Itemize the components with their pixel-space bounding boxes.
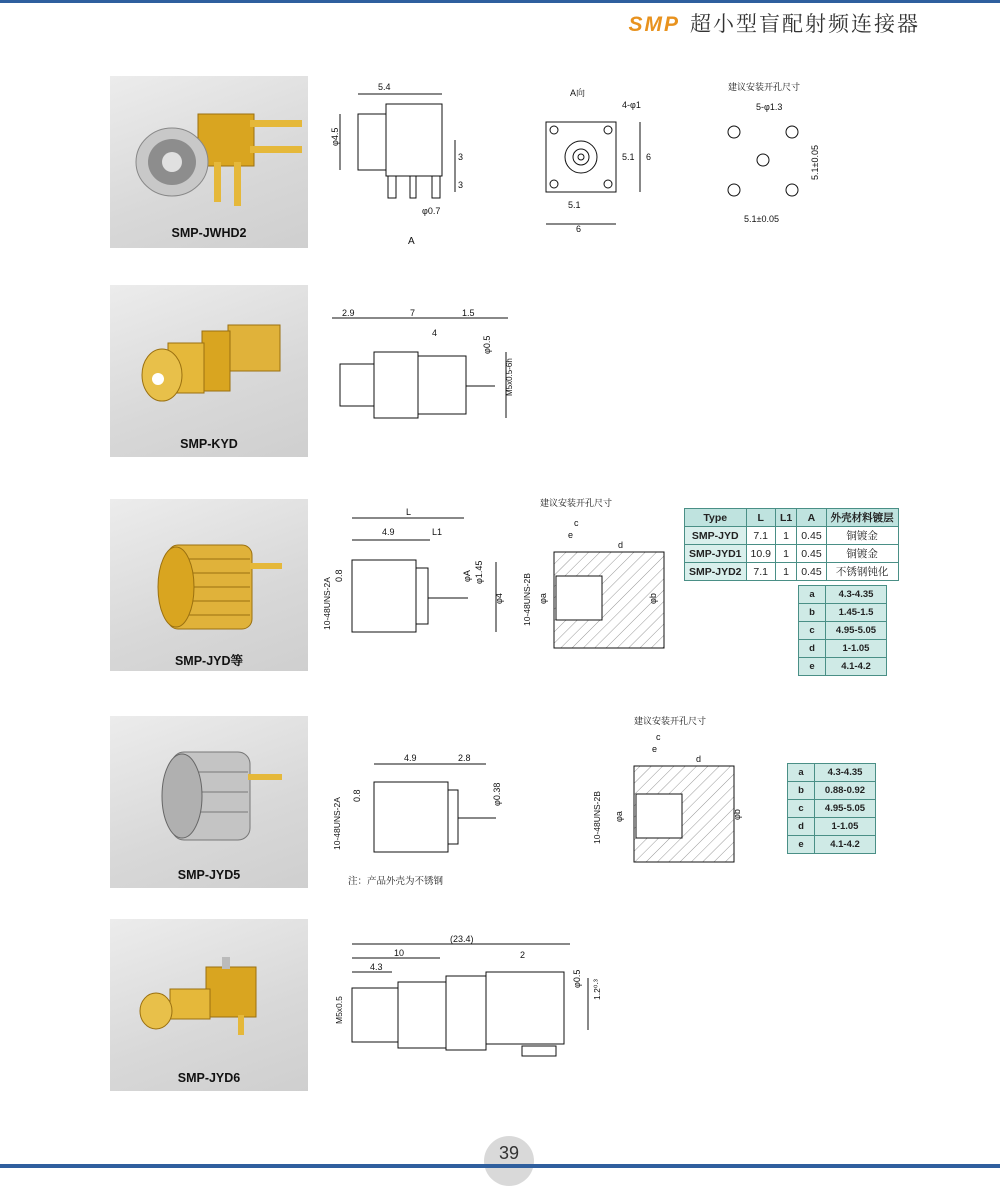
table-cell: 0.45	[797, 545, 826, 563]
table-row	[799, 640, 887, 658]
drawing-jwhd2-front	[510, 84, 670, 239]
dim-label: L1	[432, 527, 443, 537]
connector-illustration	[110, 919, 308, 1091]
table-cell: d	[799, 640, 826, 658]
dim-label: φA	[462, 570, 472, 582]
table-cell: 4.3-4.35	[815, 764, 876, 782]
drawing-jyd5	[330, 750, 510, 865]
connector-illustration	[110, 716, 308, 888]
dim-label: 7	[410, 308, 416, 318]
table-cell: 铜镀金	[826, 527, 898, 545]
dim-label: φ4.5	[330, 127, 340, 146]
dim-label: 4.9	[382, 527, 395, 537]
dim-label: φ1.45	[474, 560, 484, 584]
table-row	[799, 622, 887, 640]
drawing-kyd	[330, 306, 520, 441]
drawing-jyd6	[330, 932, 620, 1067]
table-cell: SMP-JYD2	[685, 563, 747, 581]
product-photo-kyd	[110, 285, 308, 457]
dim-label: 6	[576, 224, 582, 234]
dim-label: 10-48UNS-2A	[332, 797, 342, 850]
dim-label: e	[652, 744, 658, 754]
mount-dimension-table	[798, 585, 887, 676]
table-cell: 1	[775, 563, 796, 581]
table-cell: 4.1-4.2	[826, 658, 887, 676]
table-row	[685, 545, 899, 563]
table-cell: 7.1	[746, 563, 775, 581]
dim-label: 10-48UNS-2B	[522, 573, 532, 626]
dim-label: 1.2⁰·³	[592, 979, 602, 1000]
table-cell: SMP-JYD	[685, 527, 747, 545]
table-cell: 1	[775, 527, 796, 545]
product-photo-jwhd2	[110, 76, 308, 248]
bottom-rule	[0, 1164, 1000, 1168]
table-cell: e	[799, 658, 826, 676]
dim-label: 2.9	[342, 308, 355, 318]
dim-label: M5x0.5	[334, 996, 344, 1024]
dim-label: φb	[732, 809, 742, 820]
dim-label: 2	[520, 950, 526, 960]
mount-title: 建议安装开孔尺寸	[540, 498, 613, 508]
table-row	[799, 658, 887, 676]
dim-label: 4-φ1	[622, 100, 641, 110]
table-cell: 铜镀金	[826, 545, 898, 563]
product-name: SMP-JYD6	[177, 1071, 241, 1085]
dim-label: d	[696, 754, 702, 764]
table-cell: a	[788, 764, 815, 782]
table-cell: 1.45-1.5	[826, 604, 887, 622]
dim-label: 10	[394, 948, 405, 958]
drawing-jwhd2-mount	[700, 80, 840, 235]
drawing-jyd-mount	[520, 496, 670, 661]
dim-label: 4.3	[370, 962, 383, 972]
brand-label: SMP	[628, 13, 680, 36]
dim-label: 4	[432, 328, 438, 338]
table-row	[788, 782, 876, 800]
dim-label: φ0.5	[482, 335, 492, 354]
table-row	[788, 764, 876, 782]
product-name: SMP-JYD5	[177, 868, 241, 882]
dim-label: e	[568, 530, 574, 540]
dim-label: φ0.7	[422, 206, 441, 216]
mount-title: 建议安装开孔尺寸	[634, 716, 707, 726]
table-row	[799, 604, 887, 622]
dim-label: 5.1	[568, 200, 581, 210]
table-cell: c	[788, 800, 815, 818]
dim-label: d	[618, 540, 624, 550]
product-name: SMP-JYD等	[174, 654, 244, 668]
dim-label: 10-48UNS-2B	[592, 791, 602, 844]
table-cell: 10.9	[746, 545, 775, 563]
table-row	[788, 800, 876, 818]
table-cell: b	[788, 782, 815, 800]
connector-illustration	[110, 499, 308, 671]
dim-label: 5.1	[622, 152, 635, 162]
table-cell: b	[799, 604, 826, 622]
table-cell: a	[799, 586, 826, 604]
dim-label: c	[656, 732, 661, 742]
column-header: Type	[685, 509, 747, 527]
table-row	[788, 818, 876, 836]
dim-label: 6	[646, 152, 652, 162]
product-photo-jyd6	[110, 919, 308, 1091]
column-header: L	[746, 509, 775, 527]
drawing-jyd	[320, 504, 510, 669]
product-photo-jyd5	[110, 716, 308, 888]
dim-label: 0.8	[352, 789, 362, 802]
table-header-row	[685, 509, 899, 527]
table-cell: 7.1	[746, 527, 775, 545]
dim-label: 4.9	[404, 753, 417, 763]
table-cell: e	[788, 836, 815, 854]
drawing-jwhd2-side	[330, 78, 480, 253]
table-row	[788, 836, 876, 854]
dim-label: 3	[458, 152, 464, 162]
product-name: SMP-JWHD2	[171, 226, 247, 240]
dim-label: 0.8	[334, 569, 344, 582]
table-cell: d	[788, 818, 815, 836]
mount-dimension-table	[787, 763, 876, 854]
dim-label: φ0.38	[492, 782, 502, 806]
table-cell: 4.95-5.05	[826, 622, 887, 640]
dim-label: 1.5	[462, 308, 475, 318]
dim-label: φ4	[494, 593, 504, 604]
mount-title: 建议安装开孔尺寸	[728, 82, 801, 92]
column-header: 外壳材料镀层	[826, 509, 898, 527]
page-header	[628, 8, 920, 38]
dim-label: 5.1±0.05	[744, 214, 779, 224]
drawing-jyd5-mount	[590, 714, 740, 879]
type-spec-table	[684, 508, 899, 581]
page-number: 39	[484, 1136, 534, 1186]
product-photo-jyd	[110, 499, 308, 671]
dim-label: 10-48UNS-2A	[322, 577, 332, 630]
dim-label: 5-φ1.3	[756, 102, 783, 112]
column-header: L1	[775, 509, 796, 527]
table-cell: c	[799, 622, 826, 640]
connector-illustration	[110, 285, 308, 457]
table-cell: 1-1.05	[826, 640, 887, 658]
dim-label: L	[406, 507, 412, 517]
table-cell: 4.3-4.35	[826, 586, 887, 604]
dim-label: φa	[538, 593, 548, 604]
dim-label: 5.1±0.05	[810, 145, 820, 180]
table-row	[799, 586, 887, 604]
view-marker: A	[408, 236, 415, 247]
table-row	[685, 563, 899, 581]
table-cell: 0.45	[797, 527, 826, 545]
page-title: 超小型盲配射频连接器	[690, 13, 920, 36]
dim-label: (23.4)	[450, 934, 474, 944]
top-rule	[0, 0, 1000, 3]
table-cell: 1	[775, 545, 796, 563]
table-cell: SMP-JYD1	[685, 545, 747, 563]
table-cell: 0.45	[797, 563, 826, 581]
table-row	[685, 527, 899, 545]
connector-illustration	[110, 76, 308, 248]
dim-label: φa	[614, 811, 624, 822]
table-cell: 1-1.05	[815, 818, 876, 836]
dim-label: 5.4	[378, 82, 391, 92]
table-cell: 0.88-0.92	[815, 782, 876, 800]
view-label: A向	[570, 88, 586, 98]
product-name: SMP-KYD	[180, 437, 238, 451]
dim-label: 3	[458, 180, 464, 190]
table-cell: 4.95-5.05	[815, 800, 876, 818]
material-note: 注：产品外壳为不锈钢	[348, 876, 444, 887]
column-header: A	[797, 509, 826, 527]
table-cell: 不锈钢钝化	[826, 563, 898, 581]
dim-label: φ0.5	[572, 969, 582, 988]
dim-label: φb	[648, 593, 658, 604]
dim-label: 2.8	[458, 753, 471, 763]
dim-label: c	[574, 518, 579, 528]
dim-label: M5x0.5-6h	[505, 358, 514, 396]
table-cell: 4.1-4.2	[815, 836, 876, 854]
